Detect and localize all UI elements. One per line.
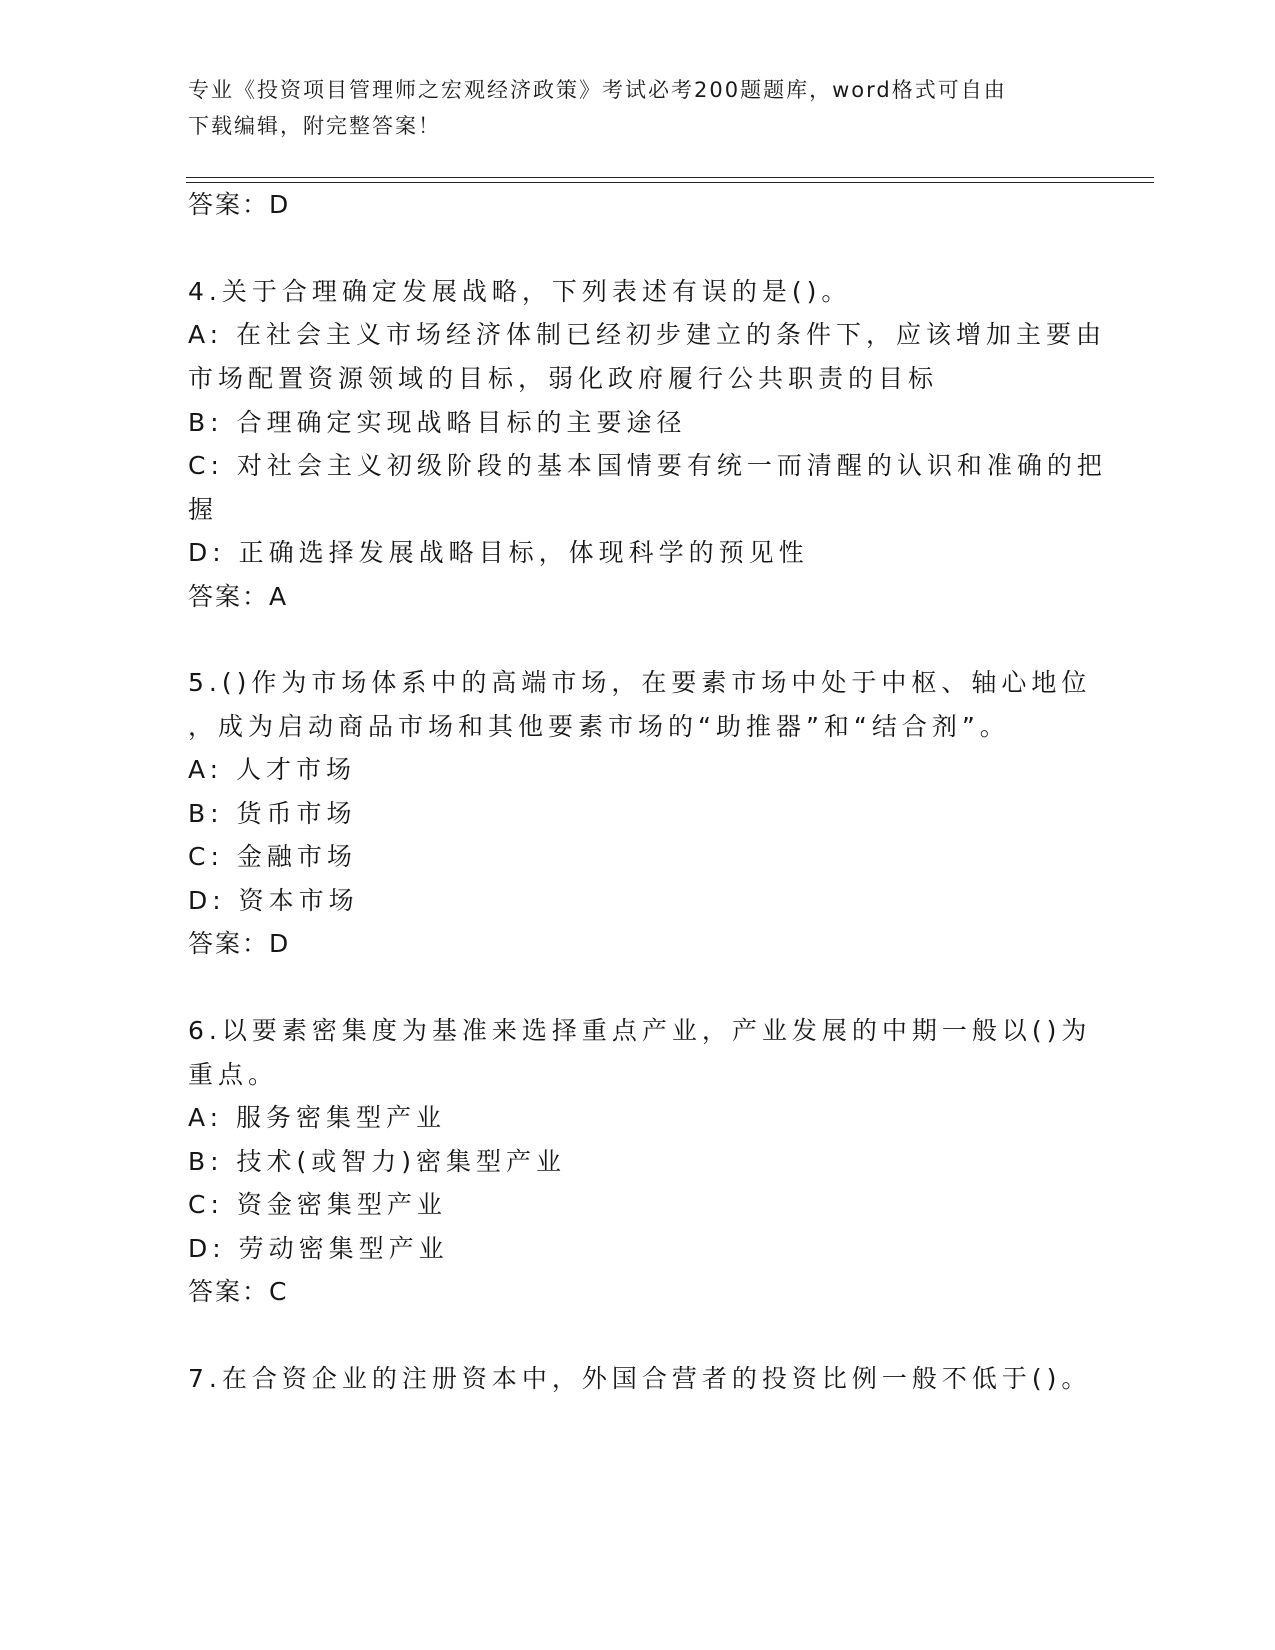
document-header — [188, 72, 1088, 144]
question-7-stem: 7.在合资企业的注册资本中，外国合营者的投资比例一般不低于()。 — [188, 1364, 1092, 1393]
question-5-option-d: D: 资本市场 — [188, 886, 359, 915]
question-6-stem-cont: 重点。 — [188, 1060, 279, 1089]
question-4-stem: 4.关于合理确定发展战略，下列表述有误的是()。 — [188, 277, 852, 306]
question-4-option-a-cont: 市场配置资源领域的目标，弱化政府履行公共职责的目标 — [188, 364, 939, 393]
answer-line: 答案：D — [188, 190, 291, 219]
question-5-option-c: C: 金融市场 — [188, 842, 357, 871]
question-5-stem-cont: ，成为启动商品市场和其他要素市场的“助推器”和“结合剂”。 — [188, 712, 1010, 741]
question-5-option-a: A: 人才市场 — [188, 755, 357, 784]
question-5-option-b: B: 货币市场 — [188, 799, 357, 828]
question-4-option-c: C: 对社会主义初级阶段的基本国情要有统一而清醒的认识和准确的把 — [188, 451, 1107, 480]
question-6-stem: 6.以要素密集度为基准来选择重点产业，产业发展的中期一般以()为 — [188, 1016, 1092, 1045]
question-6-answer: 答案：C — [188, 1277, 289, 1306]
header-divider-top — [186, 177, 1154, 178]
question-4-option-d: D: 正确选择发展战略目标，体现科学的预见性 — [188, 538, 809, 567]
question-4-option-b: B: 合理确定实现战略目标的主要途径 — [188, 408, 687, 437]
header-divider-bottom — [186, 182, 1154, 183]
question-6-option-c: C: 资金密集型产业 — [188, 1190, 447, 1219]
question-4-answer: 答案：A — [188, 582, 289, 611]
header-line-1: 专业《投资项目管理师之宏观经济政策》考试必考200题题库，word格式可自由 — [188, 78, 1007, 102]
question-6-option-b: B: 技术(或智力)密集型产业 — [188, 1147, 567, 1176]
question-5-answer: 答案：D — [188, 929, 291, 958]
question-5-stem: 5.()作为市场体系中的高端市场，在要素市场中处于中枢、轴心地位 — [188, 668, 1092, 697]
question-4-option-a: A: 在社会主义市场经济体制已经初步建立的条件下，应该增加主要由 — [188, 320, 1107, 349]
question-6-option-a: A: 服务密集型产业 — [188, 1103, 447, 1132]
question-6-option-d: D: 劳动密集型产业 — [188, 1234, 449, 1263]
question-4-option-c-cont: 握 — [188, 495, 219, 524]
header-line-2: 下载编辑，附完整答案！ — [188, 114, 441, 138]
